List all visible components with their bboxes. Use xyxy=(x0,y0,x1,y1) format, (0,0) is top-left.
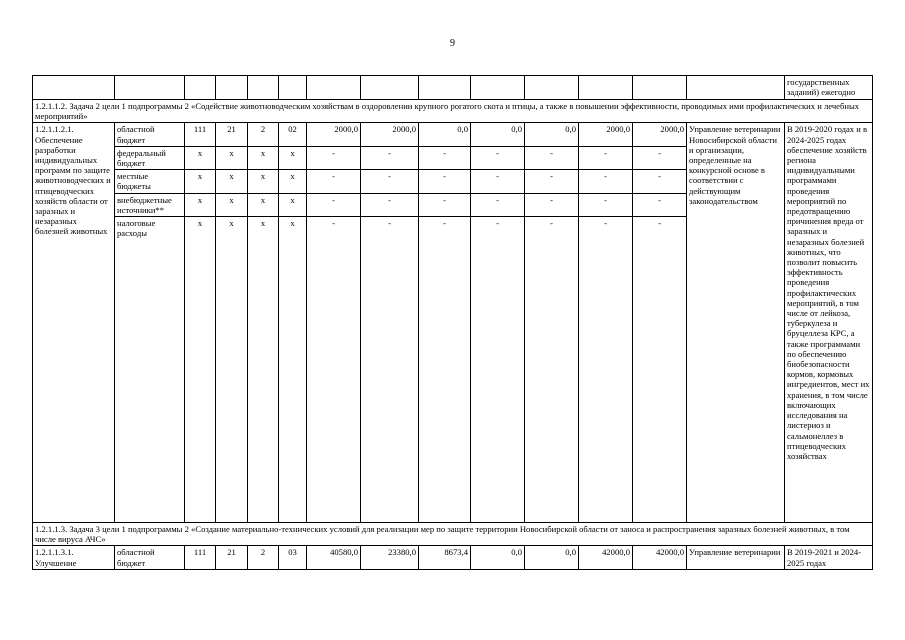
value-cell: - xyxy=(579,170,633,193)
code-cell: 02 xyxy=(279,123,307,146)
code-cell: 111 xyxy=(185,546,216,569)
executor-cell: Управление ветеринарии Новосибирской области и организации, определенные на конкурсной основе в соответствии с действующим законодательством xyxy=(687,123,785,523)
code-cell: х xyxy=(185,217,216,523)
funding-source: внебюджетные источники** xyxy=(115,193,185,216)
funding-source: местные бюджеты xyxy=(115,170,185,193)
value-cell: 2000,0 xyxy=(361,123,419,146)
expected-result: В 2019-2021 и 2024-2025 годах xyxy=(785,546,873,569)
value-cell: 23380,0 xyxy=(361,546,419,569)
code-cell: х xyxy=(248,146,279,169)
code-cell: 111 xyxy=(185,123,216,146)
measure-name: 1.2.1.1.2.1. Обеспечение разработки индивидуальных программ по защите животноводческих и птицеводческих хозяйств области от заразных и незаразных болезней животных xyxy=(33,123,115,523)
value-cell: - xyxy=(419,217,471,523)
value-cell: - xyxy=(361,217,419,523)
code-cell: х xyxy=(279,217,307,523)
value-cell: 2000,0 xyxy=(307,123,361,146)
code-cell: 21 xyxy=(216,123,248,146)
continuation-note: государственных заданий) ежегодно xyxy=(785,76,873,100)
value-cell: - xyxy=(307,170,361,193)
value-cell: 2000,0 xyxy=(579,123,633,146)
executor-cell: Управление ветеринарии xyxy=(687,546,785,569)
value-cell: - xyxy=(633,193,687,216)
value-cell: - xyxy=(579,193,633,216)
code-cell: 2 xyxy=(248,546,279,569)
code-cell: 21 xyxy=(216,546,248,569)
task-2-header: 1.2.1.1.2. Задача 2 цели 1 подпрограммы 2 «Содействие животноводческим хозяйствам в оздоровлении крупного рогатого скота и птицы, а также в повышении эффективности, проводимых ими профилактических и лечебных мероприятий» xyxy=(33,100,873,123)
value-cell: - xyxy=(633,217,687,523)
task-3-header: 1.2.1.1.3. Задача 3 цели 1 подпрограммы 2 «Создание материально-технических условий для реализации мер по защите территории Новосибирской области от заноса и распространения заразных болезней животных, в том числе вируса АЧС» xyxy=(33,523,873,546)
page-number: 9 xyxy=(450,38,455,49)
code-cell: х xyxy=(248,193,279,216)
value-cell: - xyxy=(525,146,579,169)
value-cell: - xyxy=(307,193,361,216)
value-cell: - xyxy=(471,217,525,523)
value-cell: 0,0 xyxy=(471,546,525,569)
program-table xyxy=(32,75,873,570)
code-cell: х xyxy=(185,146,216,169)
value-cell: - xyxy=(633,146,687,169)
value-cell: 2000,0 xyxy=(633,123,687,146)
code-cell: 2 xyxy=(248,123,279,146)
task-2-header-row xyxy=(33,100,873,123)
value-cell: - xyxy=(361,170,419,193)
code-cell: х xyxy=(216,193,248,216)
funding-source: федеральный бюджет xyxy=(115,146,185,169)
value-cell: - xyxy=(471,193,525,216)
code-cell: х xyxy=(216,170,248,193)
expected-result: В 2019-2020 годах и в 2024-2025 годах обеспечение хозяйств региона индивидуальными программами проведения мероприятий по предотвращению причинения вреда от заразных и незаразных болезней животных, что позволит повысить эффективность проведения профилактических мероприятий, в том числе от лейкоза, туберкулеза и бруцеллеза КРС, а также программами по обеспечению биобезопасности кормов, кормовых ингредиентов, мест их хранения, в том числе включающих исследования на листериоз и сальмонеллез в птицеводческих хозяйствах xyxy=(785,123,873,523)
value-cell: - xyxy=(419,146,471,169)
value-cell: - xyxy=(525,170,579,193)
value-cell: - xyxy=(579,217,633,523)
table-row xyxy=(33,123,873,146)
value-cell: - xyxy=(471,170,525,193)
value-cell: - xyxy=(579,146,633,169)
value-cell: - xyxy=(307,217,361,523)
value-cell: - xyxy=(307,146,361,169)
value-cell: 42000,0 xyxy=(633,546,687,569)
code-cell: х xyxy=(279,193,307,216)
code-cell: 03 xyxy=(279,546,307,569)
value-cell: - xyxy=(419,193,471,216)
code-cell: х xyxy=(248,170,279,193)
code-cell: х xyxy=(279,146,307,169)
value-cell: 0,0 xyxy=(525,546,579,569)
table-row xyxy=(33,546,873,569)
funding-source: налоговые расходы xyxy=(115,217,185,523)
value-cell: 0,0 xyxy=(525,123,579,146)
code-cell: х xyxy=(248,217,279,523)
funding-source: областной бюджет xyxy=(115,123,185,146)
code-cell: х xyxy=(216,146,248,169)
funding-source: областной бюджет xyxy=(115,546,185,569)
code-cell: х xyxy=(185,193,216,216)
code-cell: х xyxy=(279,170,307,193)
value-cell: - xyxy=(525,217,579,523)
continuation-row xyxy=(33,76,873,100)
task-3-header-row xyxy=(33,523,873,546)
code-cell: х xyxy=(216,217,248,523)
value-cell: - xyxy=(361,193,419,216)
value-cell: 0,0 xyxy=(471,123,525,146)
value-cell: - xyxy=(525,193,579,216)
value-cell: 0,0 xyxy=(419,123,471,146)
value-cell: - xyxy=(419,170,471,193)
value-cell: 42000,0 xyxy=(579,546,633,569)
measure-name: 1.2.1.1.3.1. Улучшение xyxy=(33,546,115,569)
value-cell: - xyxy=(361,146,419,169)
value-cell: - xyxy=(633,170,687,193)
code-cell: х xyxy=(185,170,216,193)
value-cell: - xyxy=(471,146,525,169)
value-cell: 8673,4 xyxy=(419,546,471,569)
value-cell: 40580,0 xyxy=(307,546,361,569)
